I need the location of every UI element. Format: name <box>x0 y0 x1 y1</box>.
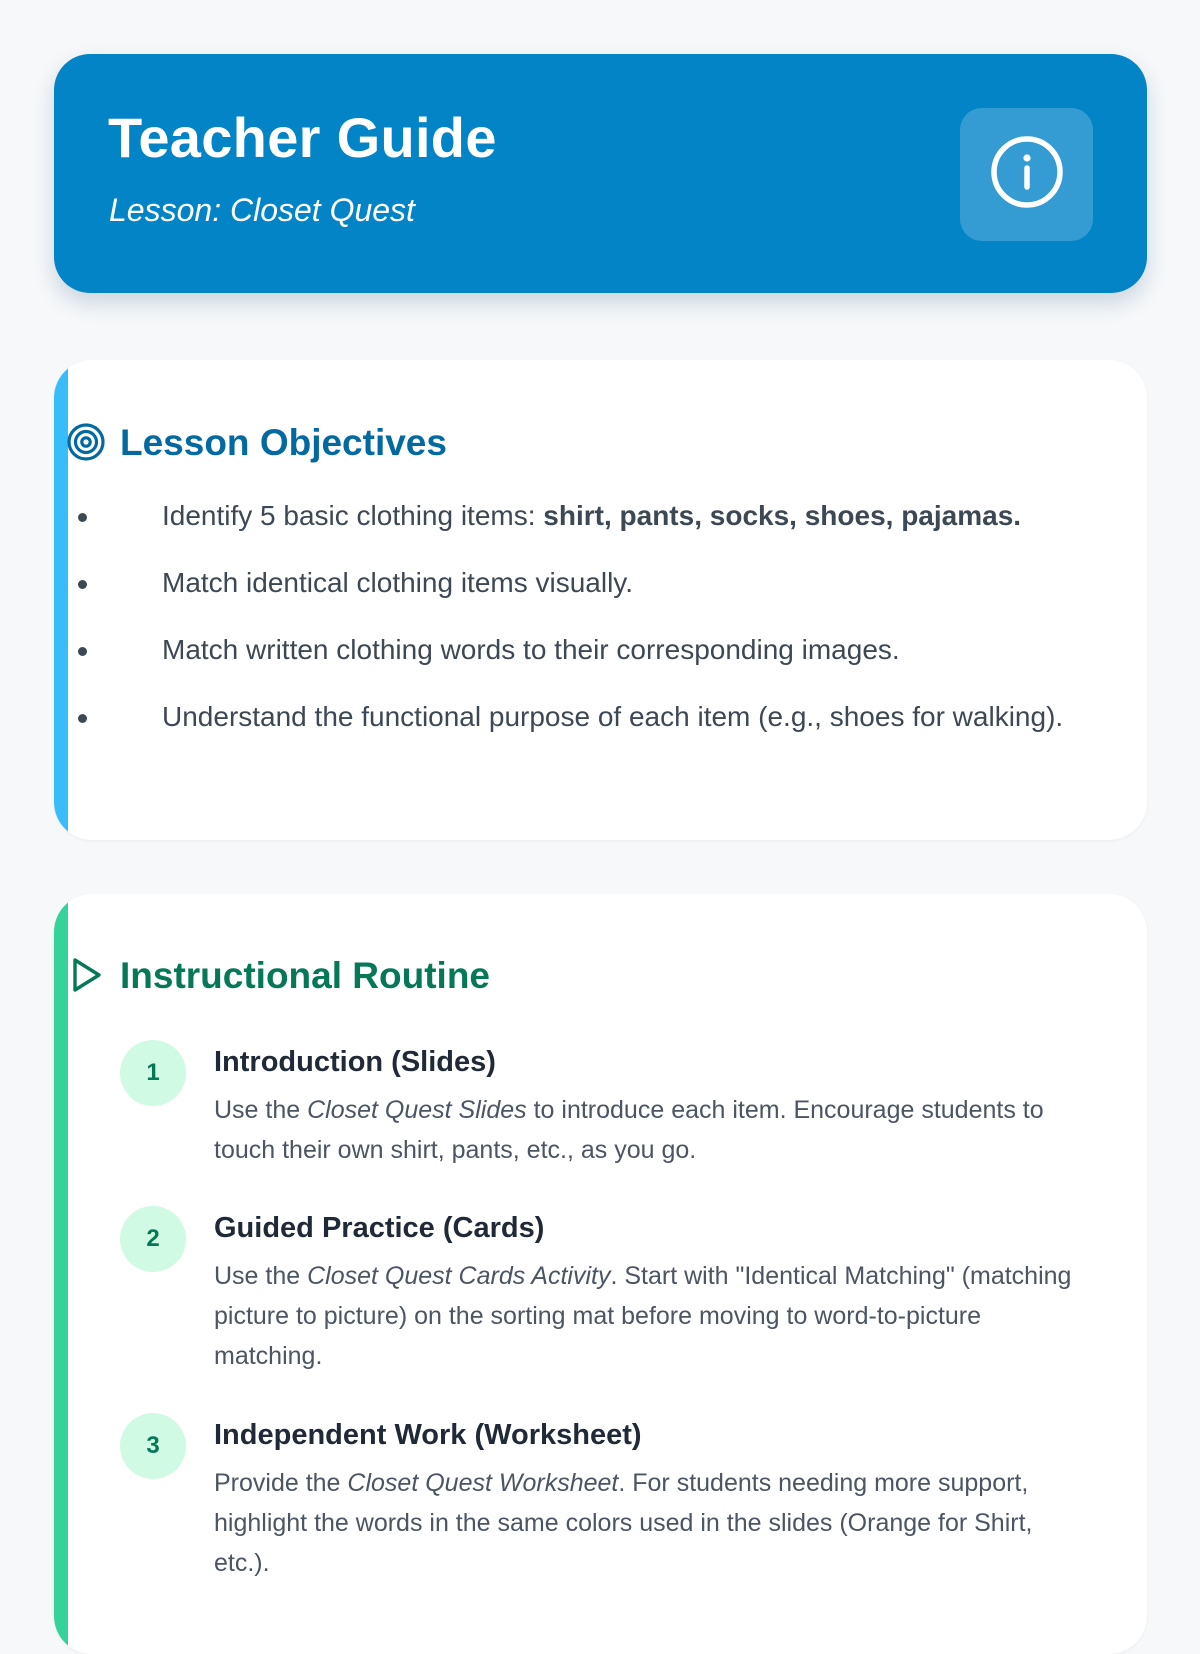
step-description <box>214 1256 1094 1376</box>
objectives-heading-text: Lesson Objectives <box>120 421 447 463</box>
step-number-badge: 2 <box>120 1206 186 1272</box>
objective-bold-text: shirt, pants, socks, shoes, pajamas. <box>543 500 1022 531</box>
step-title: Independent Work (Worksheet) <box>214 1419 642 1451</box>
step-number-badge: 3 <box>120 1413 186 1479</box>
step-resource-name: Closet Quest Worksheet <box>347 1469 619 1497</box>
step-title: Guided Practice (Cards) <box>214 1212 545 1244</box>
step-desc-text: . Start with "Identical Matching" (matching picture to picture) on the sorting mat before moving to word-to-picture matching. <box>214 1262 1072 1370</box>
objective-text: Match written clothing words to their corresponding images. <box>162 634 900 665</box>
play-icon <box>66 955 106 995</box>
objective-item <box>120 560 1080 606</box>
info-button[interactable] <box>960 108 1093 241</box>
objective-text: Match identical clothing items visually. <box>162 567 634 598</box>
step-resource-name: Closet Quest Cards Activity <box>307 1262 611 1290</box>
step-description <box>214 1463 1094 1583</box>
objective-item <box>120 493 1080 539</box>
step-description <box>214 1090 1094 1170</box>
objective-item <box>120 694 1080 740</box>
step-desc-text: to introduce each item. Encourage students to touch their own shirt, pants, etc., as you go. <box>214 1096 1044 1164</box>
step-desc-text: Use the <box>214 1262 308 1290</box>
routine-heading <box>66 955 490 995</box>
step-desc-text: Provide the <box>214 1469 348 1497</box>
page-title: Teacher Guide <box>108 106 497 169</box>
objective-text: Identify 5 basic clothing items: <box>162 500 544 531</box>
objective-item <box>120 627 1080 673</box>
step-title: Introduction (Slides) <box>214 1046 496 1078</box>
step-resource-name: Closet Quest Slides <box>307 1096 527 1124</box>
step-desc-text: Use the <box>214 1096 308 1124</box>
objectives-heading <box>66 422 447 462</box>
lesson-subtitle: Lesson: Closet Quest <box>109 192 415 228</box>
info-icon <box>989 134 1065 215</box>
objective-text: Understand the functional purpose of each item (e.g., shoes for walking). <box>162 701 1064 732</box>
step-desc-text: . For students needing more support, highlight the words in the same colors used in the slides (Orange for Shirt, etc.). <box>214 1469 1033 1577</box>
step-number-badge: 1 <box>120 1040 186 1106</box>
target-icon <box>66 422 106 462</box>
header-banner <box>54 54 1147 293</box>
routine-heading-text: Instructional Routine <box>120 954 490 996</box>
objectives-list <box>120 493 1080 761</box>
